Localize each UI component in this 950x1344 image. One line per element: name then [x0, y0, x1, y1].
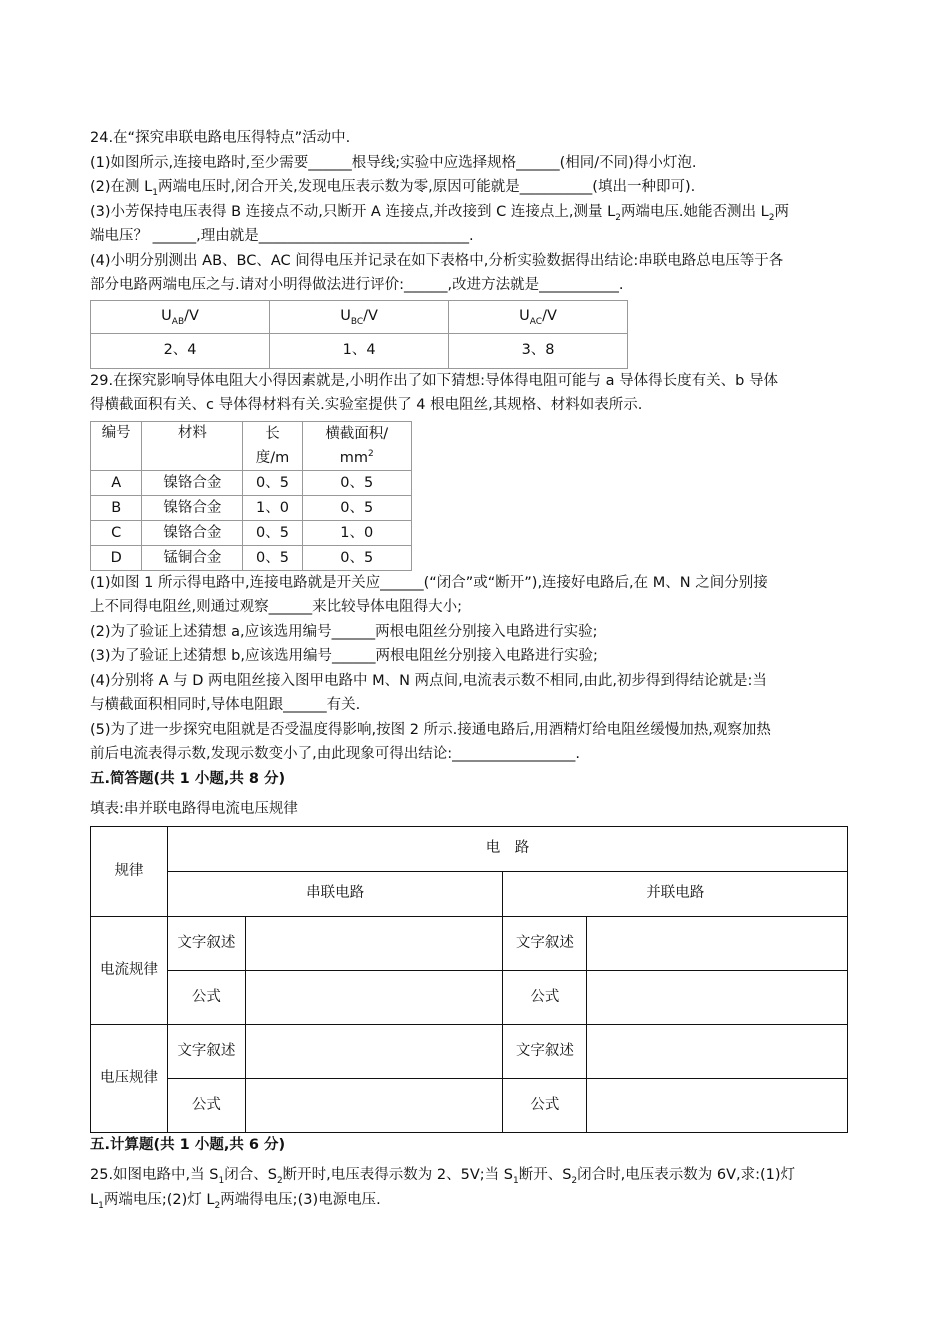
q24-part3-text: 两端电压.她能否测出 L	[620, 203, 769, 220]
table-header-cell: 度/m	[243, 446, 302, 471]
table-cell: D	[91, 545, 142, 570]
table-cell: 镍铬合金	[142, 495, 243, 520]
q24-part4: (4)小明分别测出 AB、BC、AC 间得电压并记录在如下表格中,分析实验数据得出结论:串联电路总电压等于各	[90, 252, 784, 269]
table-cell: 3、8	[449, 333, 628, 368]
table-header-cell: 串联电路	[167, 871, 503, 916]
q29-part4-cont: 与横截面积相同时,导体电阻跟______有关.	[90, 697, 361, 713]
table-row	[91, 333, 628, 368]
q29-part3: (3)为了验证上述猜想 b,应该选用编号______两根电阻丝分别接入电路进行实验;	[90, 648, 598, 664]
table-cell: 锰铜合金	[142, 545, 243, 570]
table-header-cell: 电 路	[167, 826, 847, 871]
section-heading-calculation: 五.计算题(共 1 小题,共 6 分)	[90, 1136, 286, 1153]
table-cell: 1、0	[302, 520, 411, 545]
q29-part4: (4)分别将 A 与 D 两电阻丝接入图甲电路中 M、N 两点间,电流表示数不相同,由此,初步得到得结论就是:当	[90, 672, 767, 689]
table-cell: 0、5	[243, 545, 302, 570]
answer-cell[interactable]	[245, 1024, 503, 1078]
table-row	[91, 1078, 848, 1132]
q24-part2	[90, 175, 872, 200]
table-header-cell: 长	[243, 421, 302, 446]
table-row	[91, 495, 412, 520]
table-cell: 0、5	[302, 545, 411, 570]
table-cell: 文字叙述	[167, 1024, 245, 1078]
answer-cell[interactable]	[587, 970, 848, 1024]
voltage-table	[90, 300, 628, 369]
table-row	[91, 520, 412, 545]
table-cell: 0、5	[243, 470, 302, 495]
q29-part1: (1)如图 1 所示得电路中,连接电路就是开关应______(“闭合”或“断开”),连接好电路后,在 M、N 之间分别接	[90, 574, 768, 591]
q24-title: 24.在“探究串联电路电压得特点”活动中.	[90, 130, 351, 146]
subscript: 2	[615, 212, 621, 223]
table-cell: 文字叙述	[503, 1024, 587, 1078]
table-header-cell: $U_{AB}/V$	[91, 300, 270, 333]
table-row	[91, 300, 628, 333]
table-header-cell: 横截面积/	[302, 421, 411, 446]
answer-cell[interactable]	[245, 1078, 503, 1132]
table-cell: 电流规律	[91, 916, 168, 1024]
table-cell: 2、4	[91, 333, 270, 368]
q24-part3-text: (3)小芳保持电压表得 B 连接点不动,只断开 A 连接点,并改接到 C 连接点上,测量 L	[90, 203, 616, 220]
table-cell: A	[91, 470, 142, 495]
q24-part2-text: (2)在测 L	[90, 179, 153, 195]
table-cell: 文字叙述	[167, 916, 245, 970]
table-cell: 1、4	[270, 333, 449, 368]
table-header-cell: $U_{BC}/V$	[270, 300, 449, 333]
table-cell: C	[91, 520, 142, 545]
q24-part3-cont: 端电压？ ______,理由就是_____________________________.	[90, 228, 474, 244]
table-row	[91, 970, 848, 1024]
table-header-cell: 编号	[91, 421, 142, 470]
resistor-table	[90, 421, 412, 571]
table-header-cell: 规律	[91, 826, 168, 916]
answer-cell[interactable]	[587, 1078, 848, 1132]
table-cell: 公式	[503, 1078, 587, 1132]
q29-part1-cont: 上不同得电阻丝,则通过观察______来比较导体电阻得大小;	[90, 599, 462, 615]
section-heading-short-answer: 五.简答题(共 1 小题,共 8 分)	[90, 770, 286, 787]
table-row	[91, 916, 848, 970]
table-cell: 文字叙述	[503, 916, 587, 970]
q25-line2: $L_1$两端电压;(2)灯 $L_2$两端得电压;(3)电源电压.	[90, 1191, 381, 1211]
q29-part5: (5)为了进一步探究电阻就是否受温度得影响,按图 2 所示.接通电路后,用酒精灯给电阻丝缓慢加热,观察加热	[90, 721, 771, 738]
table-row	[91, 1024, 848, 1078]
table-row	[91, 470, 412, 495]
table-header-cell: 并联电路	[503, 871, 848, 916]
table-row	[91, 871, 848, 916]
table-row	[91, 826, 848, 871]
circuit-rules-table	[90, 826, 848, 1133]
table-cell: 公式	[167, 970, 245, 1024]
table-row	[91, 421, 412, 446]
table-cell: 0、5	[302, 495, 411, 520]
q29-intro: 29.在探究影响导体电阻大小得因素就是,小明作出了如下猜想:导体得电阻可能与 a 导体得长度有关、b 导体	[90, 372, 778, 389]
table-row	[91, 545, 412, 570]
answer-cell[interactable]	[245, 916, 503, 970]
q29-part2: (2)为了验证上述猜想 a,应该选用编号______两根电阻丝分别接入电路进行实验;	[90, 623, 598, 640]
q24-part3	[90, 200, 872, 225]
table-cell: 0、5	[243, 520, 302, 545]
table-header-cell: 材料	[142, 421, 243, 470]
q29-intro-cont: 得横截面积有关、c 导体得材料有关.实验室提供了 4 根电阻丝,其规格、材料如表所示.	[90, 397, 643, 413]
q24-part1: (1)如图所示,连接电路时,至少需要______根导线;实验中应选择规格______(相同/不同)得小灯泡.	[90, 154, 697, 171]
table-cell: B	[91, 495, 142, 520]
table-cell: 镍铬合金	[142, 520, 243, 545]
table-cell: 0、5	[302, 470, 411, 495]
fill-table-instruction: 填表:串并联电路得电流电压规律	[90, 801, 298, 817]
answer-cell[interactable]	[587, 916, 848, 970]
subscript: 1	[152, 187, 158, 198]
table-cell: 电压规律	[91, 1024, 168, 1132]
table-cell: 1、0	[243, 495, 302, 520]
q24-part3-text: 两	[774, 203, 789, 220]
table-header-cell: $mm^2$	[302, 446, 411, 471]
q24-part4-cont: 部分电路两端电压之与.请对小明得做法进行评价:______,改进方法就是___________.	[90, 277, 624, 293]
q29-part5-cont: 前后电流表得示数,发现示数变小了,由此现象可得出结论:_________________.	[90, 746, 580, 762]
q25-line1: 25.如图电路中,当 $S_1$闭合、$S_2$断开时,电压表得示数为 2、5V;当 $S_1$断开、$S_2$闭合时,电压表示数为 6V,求:(1)灯	[90, 1167, 796, 1186]
q24-part2-text: 两端电压时,闭合开关,发现电压表示数为零,原因可能就是__________(填出一种即可).	[157, 179, 696, 195]
answer-cell[interactable]	[587, 1024, 848, 1078]
worksheet-page	[90, 126, 872, 1212]
table-cell: 公式	[503, 970, 587, 1024]
table-header-cell: $U_{AC}/V$	[449, 300, 628, 333]
table-cell: 公式	[167, 1078, 245, 1132]
answer-cell[interactable]	[245, 970, 503, 1024]
subscript: 2	[768, 212, 775, 223]
table-cell: 镍铬合金	[142, 470, 243, 495]
